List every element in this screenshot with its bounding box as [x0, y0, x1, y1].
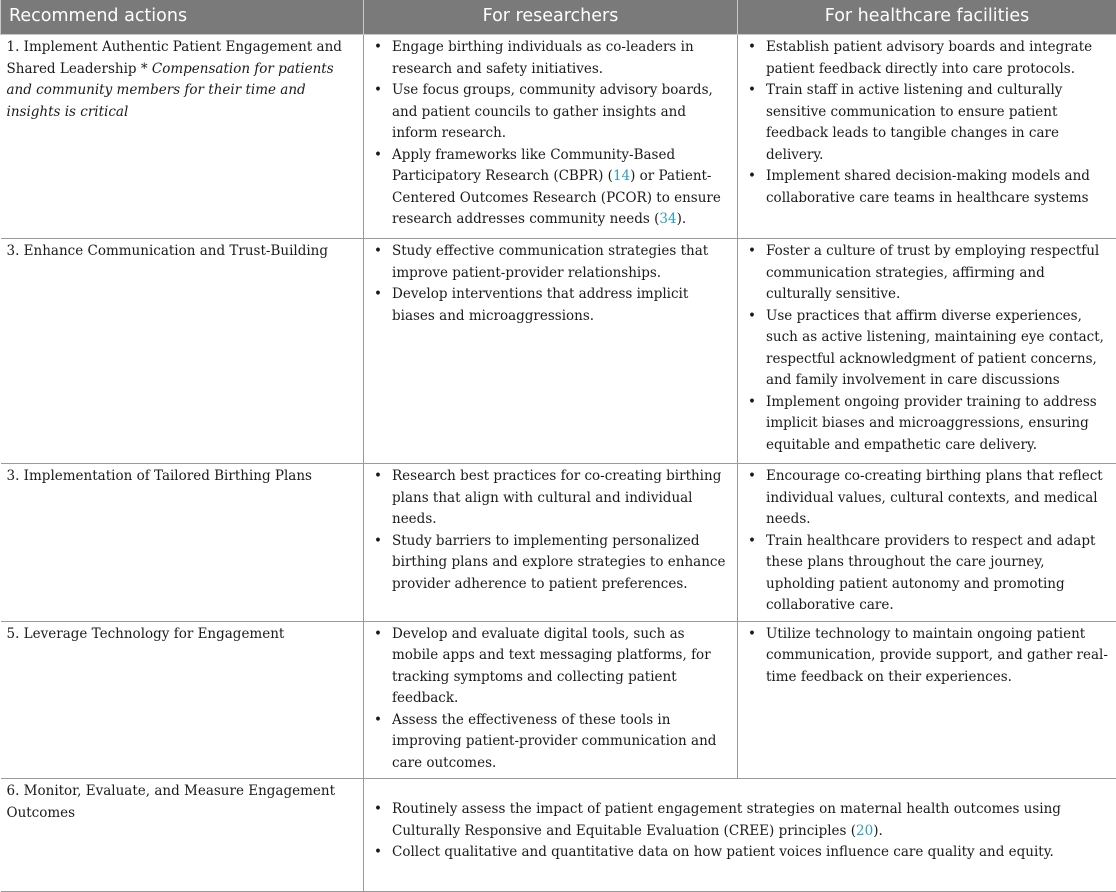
action-cell: 3. Implementation of Tailored Birthing Plans	[1, 464, 364, 622]
list-item-text: Apply frameworks like Community-Based Participatory Research (CBPR) (	[392, 147, 675, 185]
table-row	[1, 464, 1116, 622]
list-item: • Implement ongoing provider training to address implicit biases and microaggressions, ensuring equitable and empathetic care delivery.	[744, 392, 1111, 457]
list-item-text: ) or Patient-Centered Outcomes Research (PCOR) to ensure research addresses community needs (	[392, 168, 721, 227]
researchers-cell	[364, 464, 738, 622]
header-row	[1, 0, 1116, 35]
action-text: 1. Implement Authentic Patient Engagement and Shared Leadership	[7, 39, 342, 77]
list-item: • Develop and evaluate digital tools, such as mobile apps and text messaging platforms, for tracking symptoms and collecting patient feedback.	[370, 624, 731, 710]
researchers-cell	[364, 621, 738, 779]
list-item-text: Routinely assess the impact of patient engagement strategies on maternal health outcomes using Culturally Responsive and Equitable Evaluation (CREE) principles (	[392, 801, 1061, 839]
researchers-list	[370, 466, 731, 595]
action-cell: 3. Enhance Communication and Trust-Building	[1, 239, 364, 464]
combined-cell	[364, 779, 1116, 892]
researchers-list	[370, 624, 731, 775]
facilities-cell	[738, 464, 1116, 622]
facilities-cell	[738, 621, 1116, 779]
researchers-list	[370, 241, 731, 327]
list-item: • Study barriers to implementing personalized birthing plans and explore strategies to enhance provider adherence to patient preferences.	[370, 531, 731, 596]
list-item: • Use focus groups, community advisory boards, and patient councils to gather insights and inform research.	[370, 80, 731, 145]
reference-link-20[interactable]: 20	[856, 823, 873, 839]
list-item-text: ).	[677, 211, 687, 227]
list-item: • Establish patient advisory boards and integrate patient feedback directly into care protocols.	[744, 37, 1111, 80]
facilities-list	[744, 466, 1111, 617]
list-item: • Study effective communication strategies that improve patient-provider relationships.	[370, 241, 731, 284]
facilities-list	[744, 624, 1111, 689]
facilities-list	[744, 241, 1111, 456]
reference-link-14[interactable]: 14	[613, 168, 630, 184]
list-item: • Encourage co-creating birthing plans that reflect individual values, cultural contexts, and medical needs.	[744, 466, 1111, 531]
researchers-cell	[364, 239, 738, 464]
list-item	[370, 145, 731, 231]
list-item: • Assess the effectiveness of these tools in improving patient-provider communication and care outcomes.	[370, 710, 731, 775]
list-item: • Collect qualitative and quantitative data on how patient voices influence care quality and equity.	[370, 842, 1111, 864]
table-row	[1, 621, 1116, 779]
action-cell: 6. Monitor, Evaluate, and Measure Engagement Outcomes	[1, 779, 364, 892]
list-item: • Foster a culture of trust by employing respectful communication strategies, affirming and culturally sensitive.	[744, 241, 1111, 306]
list-item: • Engage birthing individuals as co-leaders in research and safety initiatives.	[370, 37, 731, 80]
list-item: • Implement shared decision-making models and collaborative care teams in healthcare systems	[744, 166, 1111, 209]
list-item: • Use practices that affirm diverse experiences, such as active listening, maintaining eye contact, respectful acknowledgment of patient concerns, and family involvement in care discussions	[744, 306, 1111, 392]
researchers-list	[370, 37, 731, 231]
researchers-cell	[364, 35, 738, 239]
header-for-researchers: For researchers	[364, 0, 738, 35]
header-recommend-actions: Recommend actions	[1, 0, 364, 35]
table-row	[1, 779, 1116, 892]
list-item: • Research best practices for co-creating birthing plans that align with cultural and individual needs.	[370, 466, 731, 531]
action-cell	[1, 35, 364, 239]
list-item: • Train healthcare providers to respect and adapt these plans throughout the care journey, upholding patient autonomy and promoting collaborative care.	[744, 531, 1111, 617]
combined-list	[370, 799, 1111, 864]
action-note: * Compensation for patients and community members for their time and insights is critical	[7, 61, 334, 120]
list-item: • Train staff in active listening and culturally sensitive communication to ensure patient feedback leads to tangible changes in care delivery.	[744, 80, 1111, 166]
facilities-cell	[738, 35, 1116, 239]
reference-link-34[interactable]: 34	[659, 211, 676, 227]
list-item-text: ).	[873, 823, 883, 839]
list-item: • Develop interventions that address implicit biases and microaggressions.	[370, 284, 731, 327]
facilities-cell	[738, 239, 1116, 464]
table-row	[1, 35, 1116, 239]
table-row	[1, 239, 1116, 464]
action-cell: 5. Leverage Technology for Engagement	[1, 621, 364, 779]
list-item	[370, 799, 1111, 842]
header-for-healthcare-facilities: For healthcare facilities	[738, 0, 1116, 35]
facilities-list	[744, 37, 1111, 209]
list-item: • Utilize technology to maintain ongoing patient communication, provide support, and gather real-time feedback on their experiences.	[744, 624, 1111, 689]
